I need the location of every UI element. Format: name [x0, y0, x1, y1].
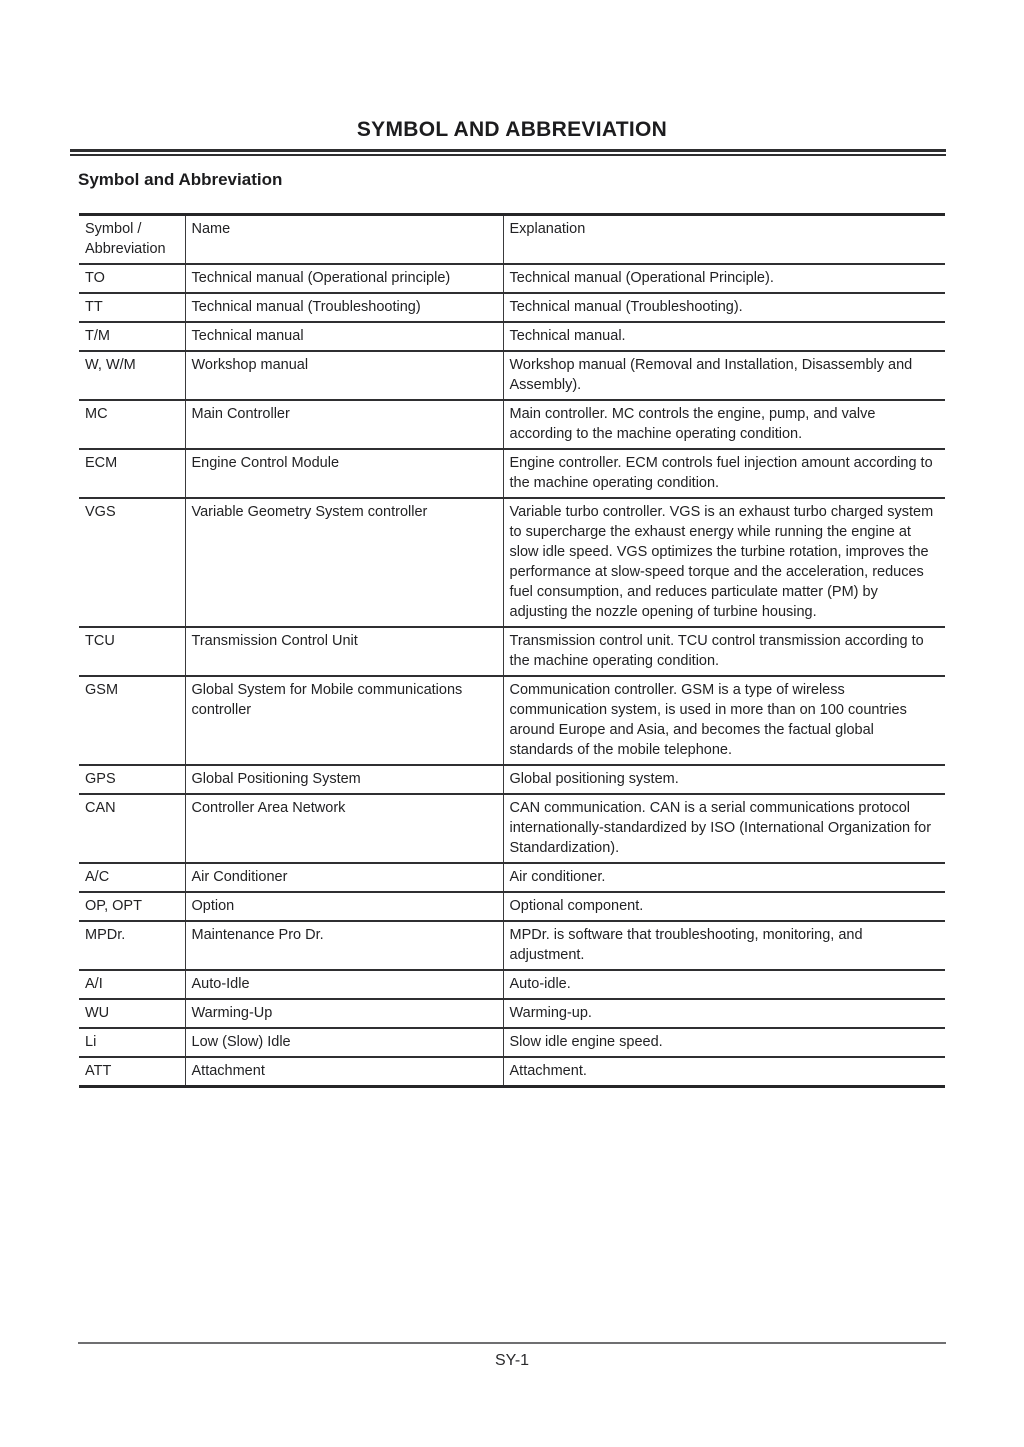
name-cell: Engine Control Module — [185, 449, 503, 498]
name-cell: Technical manual (Operational principle) — [185, 264, 503, 293]
table-row — [79, 863, 945, 892]
symbol-cell: CAN — [79, 794, 185, 863]
symbol-cell: ECM — [79, 449, 185, 498]
symbol-cell: OP, OPT — [79, 892, 185, 921]
explanation-cell: Technical manual (Troubleshooting). — [503, 293, 945, 322]
name-cell: Technical manual (Troubleshooting) — [185, 293, 503, 322]
explanation-cell: Slow idle engine speed. — [503, 1028, 945, 1057]
table-row — [79, 351, 945, 400]
explanation-cell: Variable turbo controller. VGS is an exhaust turbo charged system to supercharge the exhaust energy while running the engine at slow idle speed. VGS optimizes the turbine rotation, improves the performance at slow-speed torque and the acceleration, reduces fuel consumption, and reduces particulate matter (PM) by adjusting the nozzle opening of turbine housing. — [503, 498, 945, 627]
table-header-row — [79, 215, 945, 265]
explanation-cell: Optional component. — [503, 892, 945, 921]
symbol-cell: TO — [79, 264, 185, 293]
table-row — [79, 921, 945, 970]
table-row — [79, 449, 945, 498]
symbol-cell: Li — [79, 1028, 185, 1057]
page-title: SYMBOL AND ABBREVIATION — [356, 118, 668, 141]
explanation-cell: Attachment. — [503, 1057, 945, 1087]
symbol-cell: TCU — [79, 627, 185, 676]
symbol-cell: A/I — [79, 970, 185, 999]
explanation-cell: Auto-idle. — [503, 970, 945, 999]
table-row — [79, 1057, 945, 1087]
explanation-cell: Communication controller. GSM is a type of wireless communication system, is used in more than on 100 countries around Europe and Asia, and becomes the factual global standards of the mobile telephone. — [503, 676, 945, 765]
explanation-cell: MPDr. is software that troubleshooting, monitoring, and adjustment. — [503, 921, 945, 970]
explanation-cell: Workshop manual (Removal and Installation, Disassembly and Assembly). — [503, 351, 945, 400]
symbol-cell: GPS — [79, 765, 185, 794]
table-row — [79, 627, 945, 676]
name-cell: Workshop manual — [185, 351, 503, 400]
table-row — [79, 765, 945, 794]
symbol-cell: MC — [79, 400, 185, 449]
header-symbol-abbreviation: Symbol / Abbreviation — [79, 215, 185, 265]
header-name: Name — [185, 215, 503, 265]
abbreviation-table — [79, 213, 945, 1088]
name-cell: Global Positioning System — [185, 765, 503, 794]
explanation-cell: Main controller. MC controls the engine, pump, and valve according to the machine operating condition. — [503, 400, 945, 449]
symbol-cell: VGS — [79, 498, 185, 627]
table-row — [79, 293, 945, 322]
symbol-cell: T/M — [79, 322, 185, 351]
table-row — [79, 322, 945, 351]
table-row — [79, 676, 945, 765]
section-heading: Symbol and Abbreviation — [78, 170, 283, 189]
header-explanation: Explanation — [503, 215, 945, 265]
table-row — [79, 400, 945, 449]
page-number: SY-1 — [494, 1352, 530, 1369]
symbol-cell: ATT — [85, 1063, 112, 1079]
explanation-cell: Air conditioner. — [503, 863, 945, 892]
table-row — [79, 498, 945, 627]
name-cell: Warming-Up — [185, 999, 503, 1028]
explanation-cell: Engine controller. ECM controls fuel injection amount according to the machine operating condition. — [503, 449, 945, 498]
explanation-cell: Technical manual. — [503, 322, 945, 351]
explanation-cell: Transmission control unit. TCU control transmission according to the machine operating condition. — [503, 627, 945, 676]
table-row — [79, 264, 945, 293]
name-cell: Option — [185, 892, 503, 921]
name-cell: Air Conditioner — [185, 863, 503, 892]
table-row — [79, 999, 945, 1028]
explanation-cell: CAN communication. CAN is a serial communications protocol internationally-standardized by ISO (International Organization for Standardization). — [503, 794, 945, 863]
table-row — [79, 1028, 945, 1057]
table-row — [79, 794, 945, 863]
table-row — [79, 892, 945, 921]
name-cell: Maintenance Pro Dr. — [185, 921, 503, 970]
symbol-cell: W, W/M — [79, 351, 185, 400]
name-cell: Auto-Idle — [185, 970, 503, 999]
explanation-cell: Technical manual (Operational Principle). — [503, 264, 945, 293]
title-divider-rule — [70, 149, 946, 156]
name-cell: Variable Geometry System controller — [185, 498, 503, 627]
symbol-cell: WU — [79, 999, 185, 1028]
name-cell: Global System for Mobile communications controller — [185, 676, 503, 765]
name-cell: Attachment — [185, 1057, 503, 1087]
symbol-cell: TT — [79, 293, 185, 322]
explanation-cell: Global positioning system. — [503, 765, 945, 794]
symbol-cell: MPDr. — [79, 921, 185, 970]
name-cell: Technical manual — [185, 322, 503, 351]
symbol-cell: A/C — [79, 863, 185, 892]
symbol-cell: GSM — [79, 676, 185, 765]
footer-divider-rule — [78, 1342, 946, 1344]
name-cell: Main Controller — [185, 400, 503, 449]
name-cell: Transmission Control Unit — [185, 627, 503, 676]
table-body — [79, 264, 945, 1087]
explanation-cell: Warming-up. — [503, 999, 945, 1028]
name-cell: Controller Area Network — [185, 794, 503, 863]
name-cell: Low (Slow) Idle — [185, 1028, 503, 1057]
table-row — [79, 970, 945, 999]
